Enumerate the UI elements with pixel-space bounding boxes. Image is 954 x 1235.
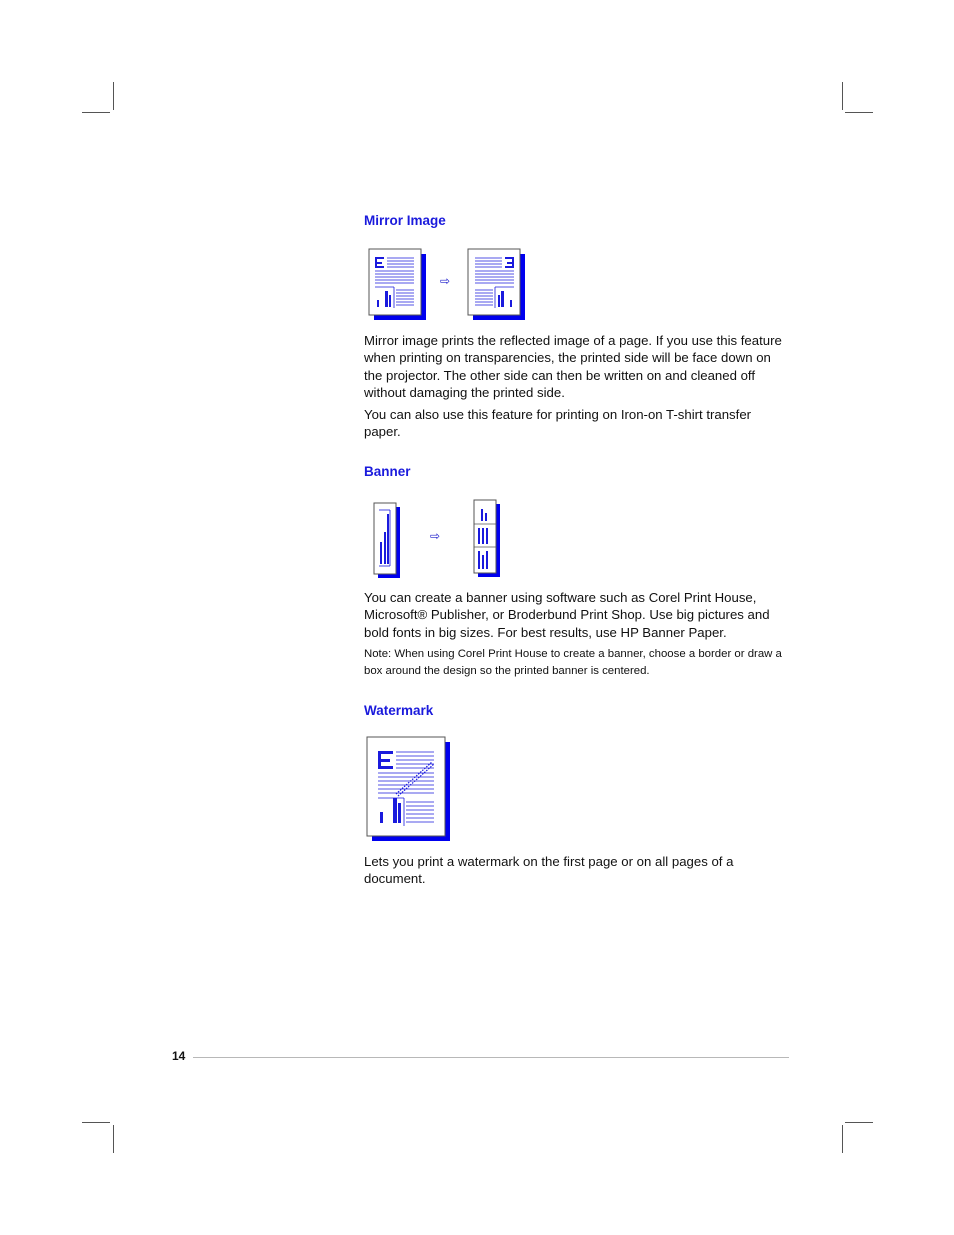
crop-mark-top-left-v	[113, 82, 114, 110]
right-arrow-icon: ⇨	[430, 529, 441, 543]
crop-mark-bottom-right-v	[842, 1125, 843, 1153]
banner-heading: Banner	[364, 464, 411, 479]
watermark-description: Lets you print a watermark on the first page or on all pages of a document.	[364, 854, 734, 887]
crop-mark-bottom-right-h	[845, 1122, 873, 1123]
crop-mark-bottom-left-h	[82, 1122, 110, 1123]
footer-rule	[193, 1057, 789, 1058]
page-number: 14	[172, 1049, 186, 1063]
mirror-image-iron-on-note: You can also use this feature for printing on Iron-on T-shirt transfer paper.	[364, 407, 752, 440]
banner-printed-illustration	[473, 499, 503, 579]
crop-mark-top-right-v	[842, 82, 843, 110]
mirrored-page-illustration	[467, 248, 527, 322]
banner-original-illustration	[373, 502, 403, 580]
mirror-image-heading: Mirror Image	[364, 213, 446, 228]
crop-mark-top-right-h	[845, 112, 873, 113]
crop-mark-top-left-h	[82, 112, 110, 113]
watermark-page-illustration	[366, 736, 452, 844]
crop-mark-bottom-left-v	[113, 1125, 114, 1153]
banner-note: Note: When using Corel Print House to create a banner, choose a border or draw a box around the design so the printed banner is centered.	[364, 648, 782, 677]
original-page-illustration	[368, 248, 428, 322]
right-arrow-icon: ⇨	[440, 274, 451, 288]
watermark-heading: Watermark	[364, 703, 434, 718]
banner-description: You can create a banner using software such as Corel Print House, Microsoft® Publisher, or Broderbund Print Shop. Use big pictures and bold fonts in big sizes. For best results, use HP Banner Paper.	[364, 590, 770, 640]
mirror-image-description: Mirror image prints the reflected image of a page. If you use this feature when printing on transparencies, the printed side will be face down on the projector. The other side can then be written on and cleaned off without damaging the printed side.	[364, 333, 782, 400]
